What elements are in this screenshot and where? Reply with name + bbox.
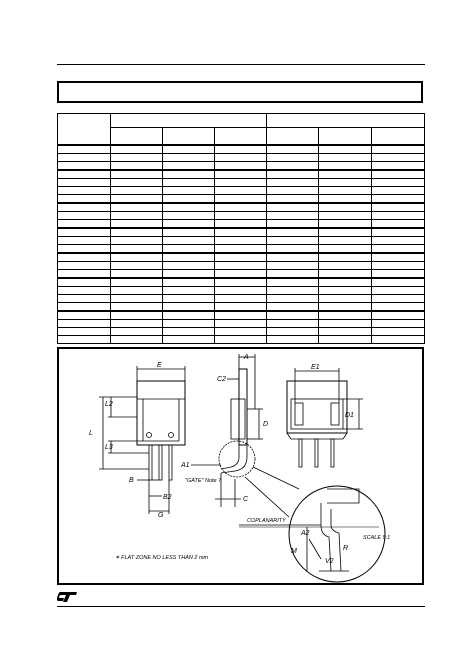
table-row [58, 179, 425, 187]
dim-label-b: B [129, 477, 134, 484]
table-row [58, 162, 425, 171]
table-row [58, 154, 425, 162]
title-box [57, 81, 423, 103]
table-row [58, 253, 425, 262]
dim-label-a1: A1 [181, 462, 190, 469]
table-header-cell [267, 114, 425, 128]
table-row [58, 237, 425, 245]
table-row [58, 212, 425, 220]
coplanarity-label: COPLANARITY [247, 518, 286, 524]
table-header-cell [319, 128, 372, 146]
footer-rule [57, 606, 425, 607]
gate-note-label: "GATE" Note 7 [185, 478, 222, 484]
scale-label: SCALE 5:1 [363, 535, 391, 541]
table-row [58, 245, 425, 254]
side-view [191, 354, 299, 517]
table-row [58, 336, 425, 344]
table-header-cell [58, 114, 111, 146]
table-row [58, 320, 425, 328]
st-logo-icon [57, 590, 79, 602]
flat-zone-note: ✶ FLAT ZONE NO LESS THAN 2 mm [115, 555, 209, 561]
dim-label-c2: C2 [217, 376, 226, 383]
table-row [58, 295, 425, 303]
table-header-row [58, 128, 425, 146]
header-rule [57, 64, 425, 65]
table-row [58, 270, 425, 279]
dim-label-c: C [243, 496, 249, 503]
detail-view [239, 486, 385, 582]
table-header-cell [215, 128, 267, 146]
dim-label-d1: D1 [345, 412, 354, 419]
dim-label-e: E [157, 362, 162, 369]
table-header-cell [111, 114, 267, 128]
dim-label-r: R [343, 545, 349, 552]
dim-label-m: M [291, 548, 297, 555]
table-header-cell [163, 128, 215, 146]
package-drawing-svg [59, 349, 426, 587]
table-row [58, 287, 425, 295]
dim-label-a: A [244, 354, 249, 361]
table-row [58, 203, 425, 212]
table-row [58, 145, 425, 154]
table-row [58, 220, 425, 229]
dimensions-table [57, 113, 425, 344]
table-row [58, 170, 425, 179]
table-header-row [58, 114, 425, 128]
dim-label-d: D [263, 421, 269, 428]
dim-label-b2: B2 [163, 494, 172, 501]
table-row [58, 278, 425, 287]
package-drawing [57, 347, 424, 585]
table-header-cell [372, 128, 425, 146]
table-row [58, 228, 425, 237]
dim-label-l3: L3 [105, 444, 113, 451]
front-view [99, 366, 185, 514]
dim-label-e1: E1 [311, 364, 320, 371]
dim-label-g: G [158, 512, 164, 519]
table-row [58, 187, 425, 195]
dim-label-v2: V2 [325, 558, 334, 565]
table-row [58, 311, 425, 320]
dim-label-l2: L2 [105, 401, 113, 408]
table-row [58, 303, 425, 312]
table-header-cell [267, 128, 319, 146]
dim-label-l: L [89, 430, 93, 437]
dim-label-a2: A2 [301, 530, 310, 537]
table-header-cell [111, 128, 163, 146]
table-row [58, 195, 425, 204]
table-row [58, 328, 425, 336]
table-row [58, 262, 425, 270]
